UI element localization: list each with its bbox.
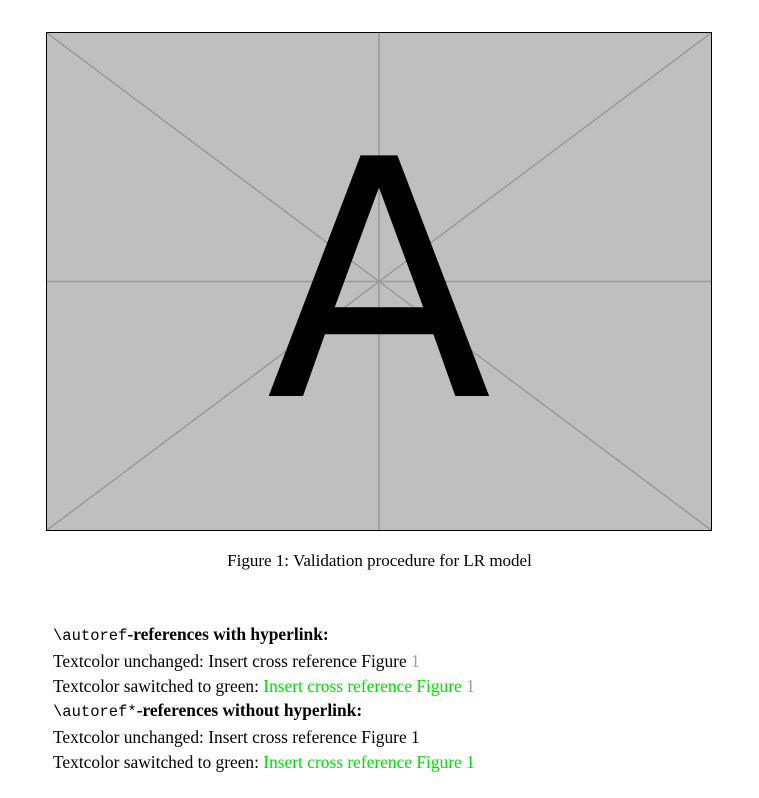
command-text: \autoref [53,627,128,645]
text-line: Textcolor unchanged: Insert cross reference Figure 1 [53,727,420,748]
figure-ref-link[interactable]: 1 [466,675,475,696]
heading-text: -references without hyperlink: [136,700,363,721]
text-line [53,649,475,674]
body-text [53,622,475,775]
line-text: Textcolor sawitched to green: [53,675,264,696]
heading-autoref-star [53,698,475,725]
heading-autoref [53,622,475,649]
command-text: \autoref* [53,703,137,722]
text-line [53,674,475,699]
heading-text: -references with hyperlink: [127,624,329,644]
green-text: Insert cross reference Figure 1 [263,751,475,772]
green-text: Insert cross reference Figure [263,675,467,696]
line-text: Textcolor unchanged: Insert cross reference Figure [53,650,412,671]
text-line [53,750,475,775]
placeholder-letter: A [266,89,492,474]
figure-ref-link[interactable]: 1 [411,650,420,671]
line-text: Textcolor sawitched to green: [53,751,264,772]
figure-placeholder-image [46,32,712,531]
figure-caption: Figure 1: Validation procedure for LR model [227,551,532,570]
